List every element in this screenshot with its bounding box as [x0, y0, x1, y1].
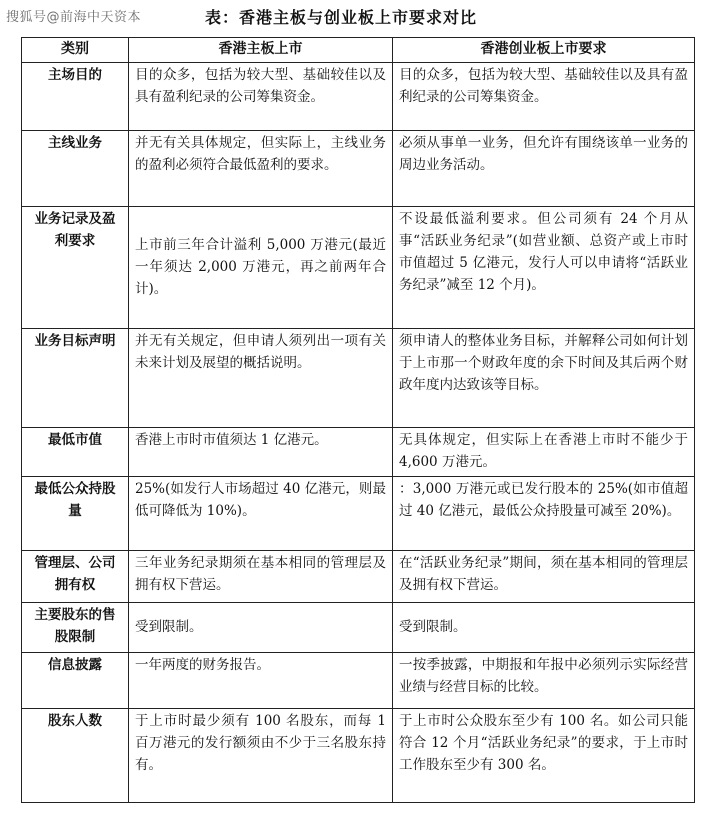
row-main-board-cell: 三年业务纪录期须在基本相同的管理层及拥有权下营运。 — [129, 551, 393, 603]
row-gem-cell: 不设最低溢利要求。但公司须有 24 个月从事“活跃业务纪录”(如营业额、总资产或上市时市值超过 5 亿港元，发行人可以申请将“活跃业务纪录”减至 12 个月)。 — [393, 207, 695, 329]
table-row — [22, 603, 695, 653]
row-category: 信息披露 — [22, 653, 129, 709]
row-category: 主线业务 — [22, 131, 129, 207]
row-gem-cell: 一按季披露，中期报和年报中必须列示实际经营业绩与经营目标的比较。 — [393, 653, 695, 709]
comparison-table — [21, 37, 695, 803]
table-row — [22, 329, 695, 428]
row-main-board-cell: 受到限制。 — [129, 603, 393, 653]
row-category: 股东人数 — [22, 709, 129, 803]
row-main-board-cell: 25%(如发行人市场超过 40 亿港元，则最低可降低为 10%)。 — [129, 477, 393, 551]
header-main-board: 香港主板上市 — [129, 38, 393, 63]
row-gem-cell: 无具体规定，但实际上在香港上市时不能少于 4,600 万港元。 — [393, 428, 695, 477]
row-category: 最低公众持股量 — [22, 477, 129, 551]
row-gem-cell: 受到限制。 — [393, 603, 695, 653]
table-row — [22, 477, 695, 551]
table-row — [22, 551, 695, 603]
table-header-row — [22, 38, 695, 63]
row-main-board-cell: 目的众多，包括为较大型、基础较佳以及具有盈利纪录的公司筹集资金。 — [129, 63, 393, 131]
watermark: 搜狐号@前海中天资本 — [6, 10, 142, 25]
row-gem-cell: 必须从事单一业务，但允许有围绕该单一业务的周边业务活动。 — [393, 131, 695, 207]
row-gem-cell: ：3,000 万港元或已发行股本的 25%(如市值超过 40 亿港元，最低公众持股量可减至 20%)。 — [393, 477, 695, 551]
row-gem-cell: 在“活跃业务纪录”期间，须在基本相同的管理层及拥有权下营运。 — [393, 551, 695, 603]
row-gem-cell: 于上市时公众股东至少有 100 名。如公司只能符合 12 个月“活跃业务纪录”的要求，于上市时工作股东至少有 300 名。 — [393, 709, 695, 803]
row-category: 主要股东的售股限制 — [22, 603, 129, 653]
row-gem-cell: 须申请人的整体业务目标，并解释公司如何计划于上市那一个财政年度的余下时间及其后两个财政年度内达致该等目标。 — [393, 329, 695, 428]
header-gem: 香港创业板上市要求 — [393, 38, 695, 63]
row-main-board-cell: 香港上市时市值须达 1 亿港元。 — [129, 428, 393, 477]
row-main-board-cell: 一年两度的财务报告。 — [129, 653, 393, 709]
table-row — [22, 63, 695, 131]
table-row — [22, 131, 695, 207]
row-gem-cell: 目的众多，包括为较大型、基础较佳以及具有盈利纪录的公司筹集资金。 — [393, 63, 695, 131]
table-row — [22, 653, 695, 709]
row-main-board-cell: 并无有关规定，但申请人须列出一项有关未来计划及展望的概括说明。 — [129, 329, 393, 428]
row-category: 业务记录及盈利要求 — [22, 207, 129, 329]
row-main-board-cell: 并无有关具体规定，但实际上，主线业务的盈利必须符合最低盈利的要求。 — [129, 131, 393, 207]
table-row — [22, 709, 695, 803]
table-row — [22, 428, 695, 477]
row-category: 管理层、公司拥有权 — [22, 551, 129, 603]
header-category: 类别 — [22, 38, 129, 63]
table-title: 表：香港主板与创业板上市要求对比 — [205, 8, 478, 27]
table-row — [22, 207, 695, 329]
row-category: 业务目标声明 — [22, 329, 129, 428]
row-category: 最低市值 — [22, 428, 129, 477]
row-category: 主场目的 — [22, 63, 129, 131]
row-main-board-cell: 上市前三年合计溢利 5,000 万港元(最近一年须达 2,000 万港元，再之前两年合计)。 — [129, 207, 393, 329]
row-main-board-cell: 于上市时最少须有 100 名股东，而每 1 百万港元的发行额须由不少于三名股东持有。 — [129, 709, 393, 803]
